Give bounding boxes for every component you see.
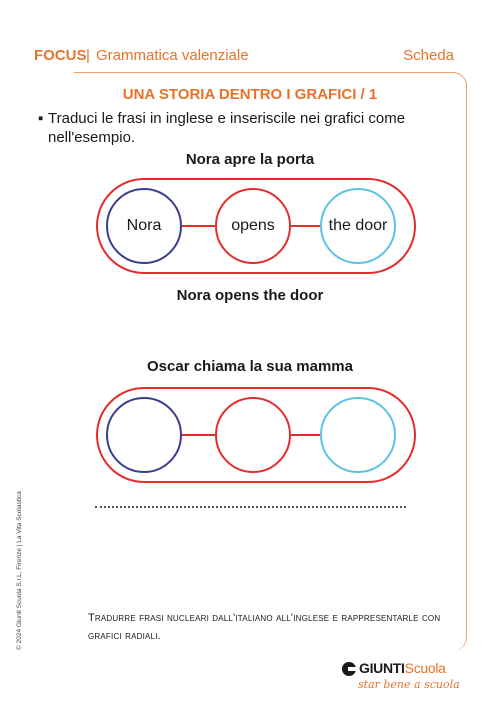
example-sentence-it: Nora apre la porta — [185, 151, 315, 168]
instruction-text: Traduci le frasi in inglese e inseriscile nei grafici come nell'esempio. — [48, 110, 406, 146]
graph-link — [182, 434, 215, 436]
graph-link — [182, 225, 215, 227]
exercise-radial-graph — [96, 387, 416, 483]
instruction — [38, 109, 468, 147]
logo-brand: GIUNTIScuola — [359, 660, 446, 676]
graph-link — [291, 434, 320, 436]
logo-tagline: star bene a scuola — [358, 678, 460, 691]
bullet-icon: ▪ — [38, 110, 44, 127]
verb-node: opens — [215, 188, 291, 264]
example-sentence-en: Nora opens the door — [176, 287, 324, 304]
focus-label: FOCUS — [34, 47, 87, 64]
answer-dotted-line[interactable] — [95, 506, 406, 508]
page-title: UNA STORIA DENTRO I GRAFICI / 1 — [122, 86, 378, 103]
example-radial-graph — [96, 178, 416, 274]
graph-link — [291, 225, 320, 227]
object-node-blank[interactable] — [320, 397, 396, 473]
page-header — [34, 47, 454, 67]
scheda-label: Scheda — [403, 47, 454, 64]
object-node: the door — [320, 188, 396, 264]
header-separator: | — [86, 47, 90, 64]
subject-node: Nora — [106, 188, 182, 264]
footer-note: Tradurre frasi nucleari dall'italiano all'inglese e rappresentarle con grafici radiali. — [88, 612, 441, 642]
giunti-logo-icon — [342, 662, 356, 676]
verb-node-blank[interactable] — [215, 397, 291, 473]
exercise-sentence-it: Oscar chiama la sua mamma — [147, 358, 353, 375]
giunti-logo — [342, 660, 462, 694]
header-subtitle: Grammatica valenziale — [96, 47, 249, 64]
subject-node-blank[interactable] — [106, 397, 182, 473]
copyright-text: © 2024 Giunti Scuola S.r.L, Firenze | La Vita Scolastica — [16, 491, 23, 650]
